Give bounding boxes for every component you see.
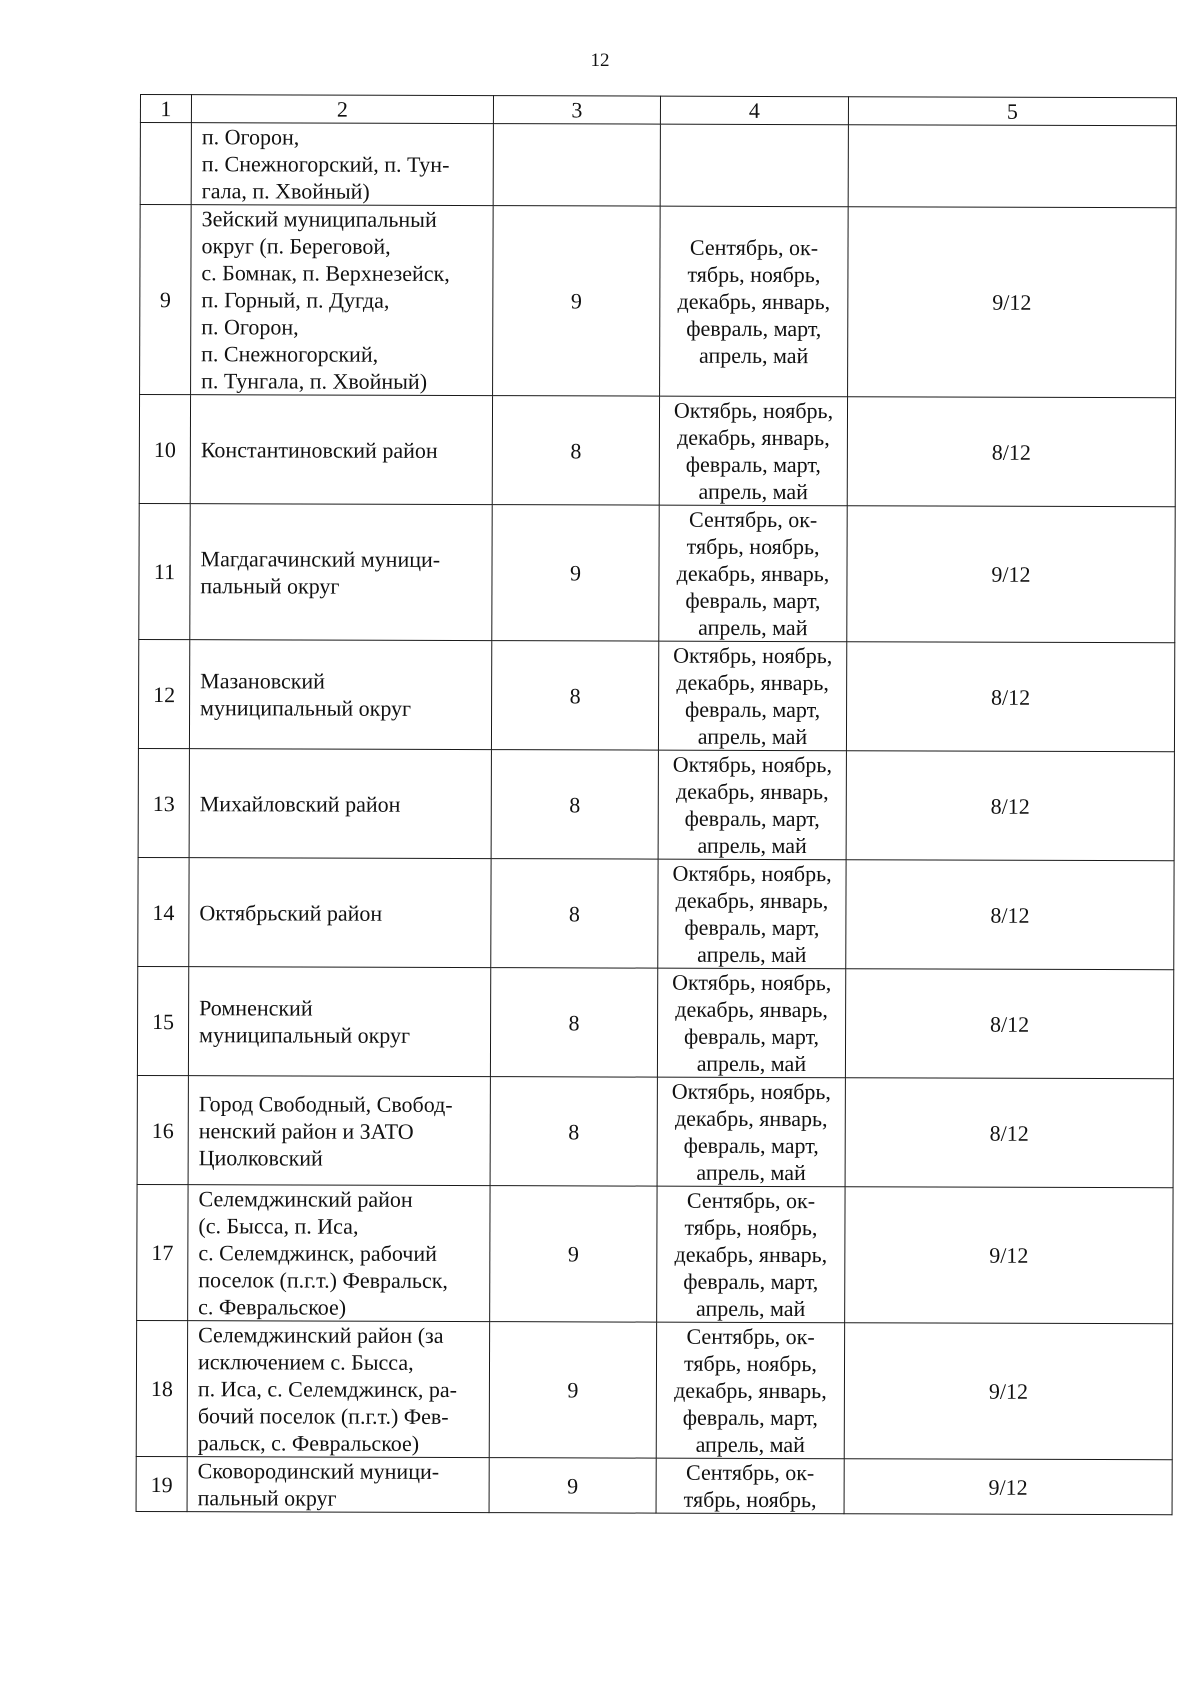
heating-months-line: тябрь, ноябрь, [684,1350,817,1377]
municipality-name [188,1076,490,1186]
heating-months-line: апрель, май [697,832,807,859]
month-fraction: 8/12 [845,1078,1173,1188]
municipality-name-line: ральск, с. Февральское) [197,1430,420,1456]
month-fraction: 8/12 [847,397,1175,507]
month-count: 9 [493,206,661,397]
table-body [136,95,1176,1515]
month-count: 9 [489,1458,656,1514]
row-number: 11 [139,503,190,639]
municipality-name [191,205,494,396]
heating-months-line: февраль, март, [685,587,821,614]
row-number: 16 [137,1075,188,1184]
month-count: 8 [491,750,658,860]
table-row [140,205,1177,398]
municipality-name-line: ненский район и ЗАТО [198,1117,414,1144]
municipality-name-line: п. Иса, с. Селемджинск, ра- [197,1376,458,1403]
municipality-name [189,858,491,968]
column-header-3: 3 [493,96,660,125]
municipality-name-line: п. Снежногорский, [201,341,379,367]
heating-months-line: февраль, март, [684,805,820,832]
table-row [137,1075,1173,1187]
heating-months-line: декабрь, январь, [674,1377,827,1404]
heating-months-line: апрель, май [698,342,809,369]
municipality-name-line: пальный округ [200,572,340,599]
heating-months-line: декабрь, январь, [675,778,829,805]
heating-months [657,1077,845,1187]
municipality-name-line: Циолковский [198,1144,323,1171]
row-number: 19 [136,1456,187,1511]
heating-months-line: декабрь, январь, [675,996,828,1023]
heating-months-line: Сентябрь, ок- [686,1187,816,1214]
heating-months-line: декабрь, январь, [676,669,829,696]
column-header-5: 5 [848,97,1176,126]
municipality-name-line: п. Снежногорский, п. Тун- [201,151,450,177]
month-fraction: 9/12 [844,1459,1172,1515]
heating-months-line: Октябрь, ноябрь, [672,969,832,996]
heating-months-line: февраль, март, [684,696,821,723]
heating-months-line: декабрь, январь, [676,560,830,587]
heating-months [656,1322,844,1459]
table-row [138,639,1174,751]
month-fraction: 8/12 [846,860,1174,970]
heating-months-line: февраль, март, [683,1132,819,1159]
municipality-name-line: Мазановский [200,668,326,694]
municipality-name [190,504,492,641]
month-count: 8 [490,968,657,1078]
heating-months-line: февраль, март, [686,315,822,342]
month-fraction: 8/12 [845,969,1173,1079]
month-count: 8 [492,396,659,506]
month-fraction: 8/12 [846,642,1174,752]
month-count: 8 [490,1077,657,1187]
municipality-name-line: Селемджинский район [198,1186,413,1212]
month-count: 9 [492,505,659,642]
row-number: 14 [138,857,189,966]
municipality-name-line: (с. Бысса, п. Иса, [198,1213,359,1239]
heating-months [660,124,848,207]
municipality-name-line: п. Тунгала, п. Хвойный) [201,368,428,394]
row-number: 17 [137,1184,188,1320]
heating-months [659,505,847,642]
heating-months-line: Октябрь, ноябрь, [672,860,832,887]
row-number: 12 [138,639,189,748]
municipality-name-line: п. Огорон, [201,314,299,340]
month-fraction: 9/12 [847,506,1175,643]
row-number: 9 [140,205,192,395]
table-row [138,748,1174,860]
municipality-name-line: с. Бомнак, п. Верхнезейск, [201,260,450,286]
municipality-name [188,1185,490,1322]
heating-months-line: февраль, март, [683,1023,820,1050]
table-row [139,395,1175,507]
municipality-name-line: Селемджинский район (за [198,1322,444,1348]
heating-months [658,859,846,969]
month-count: 8 [491,641,658,751]
heating-months-line: декабрь, январь, [677,288,831,315]
month-fraction: 8/12 [846,751,1174,861]
row-number: 15 [137,966,188,1075]
month-fraction: 9/12 [845,1187,1173,1324]
heating-months-line: апрель, май [695,1431,805,1458]
table-row [136,1456,1172,1514]
heating-months [657,1186,845,1323]
municipality-name [191,123,493,206]
heating-months-line: февраль, март, [684,914,820,941]
heating-months-line: апрель, май [698,614,808,641]
heating-months-line: Октябрь, ноябрь, [671,1078,831,1105]
heating-months-line: декабрь, январь, [677,424,830,451]
table-row [136,1320,1172,1459]
table-row [139,503,1175,642]
row-number: 10 [139,395,190,504]
column-header-1: 1 [140,95,191,123]
heating-months-line: Октябрь, ноябрь, [672,751,833,778]
table-row [137,966,1173,1078]
heating-months-line: декабрь, январь, [675,887,829,914]
municipality-name-line: округ (п. Береговой, [201,233,391,259]
heating-months [658,641,846,751]
municipality-name [187,1321,489,1458]
municipality-name-line: Ромненский [199,995,313,1021]
table-row [138,857,1174,969]
table-row [140,123,1176,208]
heating-months-line: февраль, март, [682,1404,818,1431]
heating-months-line: апрель, май [697,723,808,750]
heating-months-line: тябрь, ноябрь, [687,261,821,288]
month-fraction: 9/12 [844,1323,1172,1460]
heating-months-line: тябрь, ноябрь, [683,1486,817,1513]
month-count [493,124,660,207]
schedule-table [136,94,1177,1515]
month-count: 9 [489,1322,656,1459]
month-count: 8 [491,859,658,969]
heating-months-line: Сентябрь, ок- [689,234,819,261]
municipality-name [189,640,491,750]
municipality-name-line: с. Селемджинск, рабочий [198,1240,437,1266]
municipality-name-line: поселок (п.г.т.) Февральск, [198,1267,448,1293]
municipality-name-line: Константиновский район [200,436,438,463]
municipality-name-line: муниципальный округ [199,1022,411,1048]
column-header-2: 2 [191,95,493,124]
table-header-row [140,95,1176,126]
heating-months [657,968,845,1078]
heating-months-line: Октябрь, ноябрь, [673,642,833,669]
heating-months-line: декабрь, январь, [674,1241,828,1268]
month-count: 9 [490,1186,657,1323]
month-fraction [848,125,1176,208]
heating-months-line: апрель, май [696,1159,806,1186]
municipality-name-line: Октябрьский район [199,899,383,926]
row-number [140,123,191,205]
heating-months-line: декабрь, январь, [674,1105,828,1132]
municipality-name-line: Зейский муниципальный [201,206,437,232]
table-row [137,1184,1173,1323]
heating-months [660,206,849,397]
municipality-name-line: п. Огорон, [201,124,300,150]
municipality-name-line: Магдагачинский муници- [200,545,441,572]
heating-months-line: тябрь, ноябрь, [686,533,820,560]
municipality-name [187,1457,489,1513]
municipality-name-line: муниципальный округ [200,695,412,721]
row-number: 18 [136,1320,187,1456]
heating-months-line: апрель, май [698,478,808,505]
municipality-name-line: Город Свободный, Свобод- [198,1090,453,1117]
heating-months-line: апрель, май [696,1050,807,1077]
municipality-name-line: пальный округ [197,1485,337,1511]
heating-months-line: Сентябрь, ок- [689,506,818,533]
municipality-name [189,749,491,859]
heating-months-line: Сентябрь, ок- [686,1459,815,1486]
municipality-name-line: Михайловский район [199,790,401,817]
heating-months-line: февраль, март, [683,1268,819,1295]
municipality-name-line: Сковородинский муници- [197,1458,440,1484]
municipality-name-line: гала, п. Хвойный) [201,178,370,204]
municipality-name-line: п. Горный, п. Дугда, [201,287,390,313]
municipality-name-line: исключением с. Бысса, [197,1349,414,1375]
heating-months [656,1458,844,1514]
heating-months [659,396,847,506]
column-header-4: 4 [660,96,848,125]
municipality-name-line: бочий поселок (п.г.т.) Фев- [197,1403,449,1429]
heating-months-line: апрель, май [697,941,807,968]
heating-months-line: апрель, май [695,1295,806,1322]
heating-months [658,750,846,860]
row-number: 13 [138,748,189,857]
heating-months-line: Сентябрь, ок- [686,1323,815,1350]
heating-months-line: Октябрь, ноябрь, [673,397,834,424]
municipality-name [190,395,492,505]
heating-months-line: февраль, март, [685,451,821,478]
municipality-name [188,967,490,1077]
heating-months-line: тябрь, ноябрь, [684,1214,818,1241]
municipality-name-line: с. Февральское) [198,1294,347,1320]
page-number: 12 [590,50,610,71]
month-fraction: 9/12 [848,207,1177,398]
